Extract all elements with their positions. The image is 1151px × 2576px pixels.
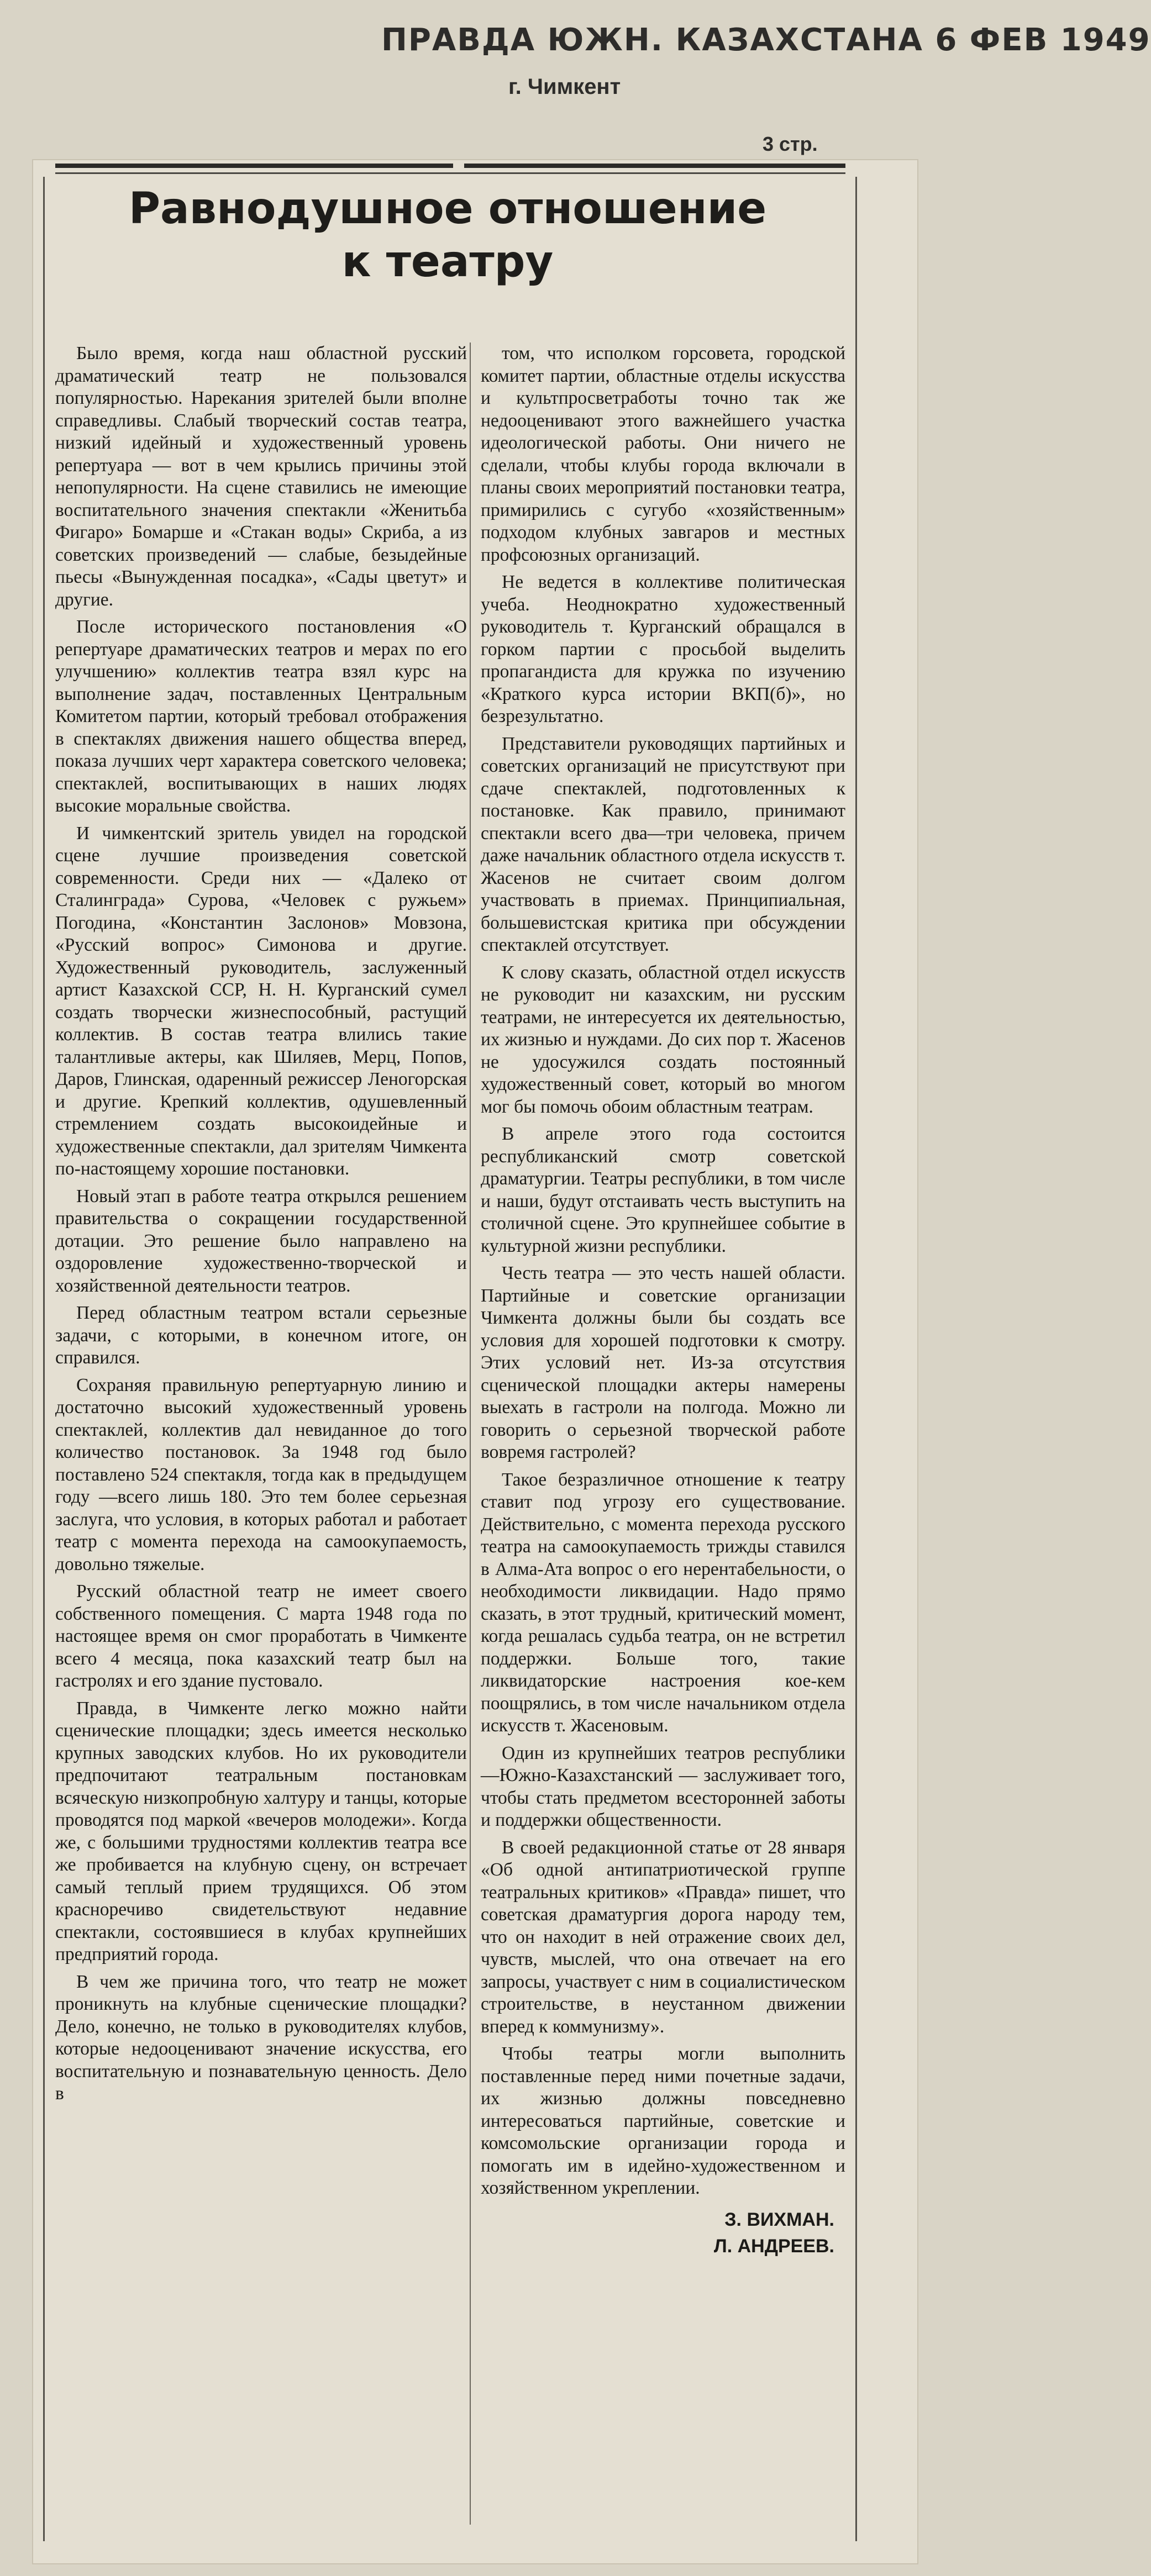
author-name: З. ВИХМАН. (724, 2209, 834, 2230)
paragraph: После исторического постановления «О репертуаре драматических театров и мерах по его улучшению» коллектив театра взял курс на выполнение задач, поставленных Центральным Комитетом партии, который требовал отображения в спектаклях движения нашего общества вперед, показа лучших черт характера советского человека; спектаклей, воспитывающих в наших людях высокие моральные свойства. (55, 617, 467, 816)
paragraph: Чтобы театры могли выполнить поставленные перед ними почетные задачи, их жизнью должны повседневно интересоваться партийные, советские и комсомольские организации города и помогать им в идейно-художественном и хозяйственном укреплении. (481, 2043, 845, 2198)
paragraph: Правда, в Чимкенте легко можно найти сценические площадки; здесь имеется несколько крупных заводских клубов. Но их руководители предпочитают театральным постановкам всяческую низкопробную халтуру и танцы, которые проводятся под маркой «вечеров молодежи». Когда же, с большими трудностями коллектив театра все же пробивается на клубную сцену, он встречает самый теплый прием трудящихся. Об этом красноречиво свидетельствуют недавние спектакли, состоявшиеся в клубах крупнейших предприятий города. (55, 1698, 467, 1964)
article-column-right (481, 343, 845, 2259)
paragraph: В чем же причина того, что театр не может проникнуть на клубные сценические площадки? Дело, конечно, не только в руководителях клубов, которые недооценивают значение искусства, его воспитательную и познавательную ценность. Дело в (55, 1971, 467, 2104)
author-signatures (481, 2206, 845, 2259)
paragraph: Перед областным театром встали серьезные задачи, с которыми, в конечном итоге, он справился. (55, 1303, 467, 1368)
paragraph: К слову сказать, областной отдел искусств не руководит ни казахским, ни русским театрами, не интересуется их деятельностью, их жизнью и нуждами. До сих пор т. Жасенов не удосужился создать постоянный художественный совет, который во многом мог бы помочь обоим областным театрам. (481, 962, 845, 1117)
right-border-line (855, 177, 857, 2541)
top-rule-right (464, 164, 845, 168)
paragraph: Сохраняя правильную репертуарную линию и достаточно высокий художественный уровень спектаклей, коллектив дал невиданное до того количество постановок. За 1948 год было поставлено 524 спектакля, тогда как в предыдущем году —всего лишь 180. Это тем более серьезная заслуга, что условия, в которых работал и работает театр с момента перехода на самоокупаемость, довольно тяжелые. (55, 1374, 467, 1574)
paragraph: том, что исполком горсовета, городской комитет партии, областные отделы искусства и культпросветработы точно так же недооценивают этого важнейшего участка идеологической работы. Они ничего не сделали, чтобы клубы города включали в планы своих мероприятий постановки театра, примирились с сугубо «хозяйственным» подходом клубных завгаров и местных профсоюзных организаций. (481, 343, 845, 565)
author-name: Л. АНДРЕЕВ. (713, 2235, 834, 2257)
paragraph: Было время, когда наш областной русский драматический театр не пользовался популярностью. Нарекания зрителей были вполне справедливы. Слабый творческий состав театра, низкий идейный и художественный уровень репертуара — вот в чем крылись причины этой непопулярности. На сцене ставились не имеющие воспитательного значения спектакли «Женитьба Фигаро» Бомарше и «Стакан воды» Скриба, а из советских произведений — слабые, безыдейные пьесы «Вынужденная посадка», «Сады цветут» и другие. (55, 343, 467, 610)
left-border-line (43, 177, 45, 2541)
paragraph: Честь театра — это честь нашей области. Партийные и советские организации Чимкента должны были бы создать все условия для хорошей подготовки к смотру. Этих условий нет. Из-за отсутствия сценической площадки актеры намерены выехать в гастроли на полгода. Можно ли говорить о серьезной творческой работе вовремя гастролей? (481, 1263, 845, 1462)
paragraph: Новый этап в работе театра открылся решением правительства о сокращении государственной дотации. Это решение было направлено на оздоровление художественно-творческой и хозяйственной деятельности театров. (55, 1186, 467, 1296)
top-rule-thin (55, 172, 845, 174)
column-divider (470, 343, 471, 2525)
masthead-stamp: ПРАВДА ЮЖН. КАЗАХСТАНА 6 ФЕВ 1949 (381, 22, 1151, 58)
top-rule-left (55, 164, 453, 168)
page-number: 3 стр. (763, 133, 818, 155)
newspaper-clipping (33, 160, 917, 2563)
paragraph: В своей редакционной статье от 28 января «Об одной антипатриотической группе театральных критиков» «Правда» пишет, что советская драматургия дорога народу тем, что он находит в ней отражение своих дел, чувств, мыслей, что она отвечает на его запросы, участвует с ним в социалистическом строительстве, в неустанном движении вперед к коммунизму». (481, 1837, 845, 2037)
article-title-line-2: к театру (341, 237, 554, 287)
paragraph: В апреле этого года состоится республиканский смотр советской драматургии. Театры республики, в том числе и наши, будут отстаивать честь выступить на столичной сцене. Это крупнейшее событие в культурной жизни республики. (481, 1124, 845, 1256)
article-title-line-1: Равнодушное отношение (128, 184, 767, 234)
article-title (66, 182, 829, 288)
city-label: г. Чимкент (508, 75, 621, 99)
paragraph: Русский областной театр не имеет своего собственного помещения. С марта 1948 года по настоящее время он смог проработать в Чимкенте всего 4 месяца, пока казахский театр был на гастролях и его здание пустовало. (55, 1581, 467, 1691)
paragraph: Такое безразличное отношение к театру ставит под угрозу его существование. Действительно, с момента перехода русского театра на самоокупаемость трижды ставился в Алма-Ата вопрос о его нерентабельности, о необходимости ликвидации. Надо прямо сказать, в этот трудный, критический момент, когда решалась судьба театра, он не встретил поддержки. Больше того, такие ликвидаторские настроения кое-кем поощрялись, в том числе начальником отдела искусств т. Жасеновым. (481, 1469, 845, 1736)
paragraph: Представители руководящих партийных и советских организаций не присутствуют при сдаче спектаклей, подготовленных к постановке. Как правило, принимают спектакли всего два—три человека, причем даже начальник областного отдела искусств т. Жасенов не считает своим долгом участвовать в приемах. Принципиальная, большевистская критика при обсуждении спектаклей отсутствует. (481, 733, 845, 955)
paragraph: И чимкентский зритель увидел на городской сцене лучшие произведения советской современности. Среди них — «Далеко от Сталинграда» Сурова, «Человек с ружьем» Погодина, «Константин Заслонов» Мовзона, «Русский вопрос» Симонова и другие. Художественный руководитель, заслуженный артист Казахской ССР, Н. Н. Курганский сумел создать творчески жизнеспособный, растущий коллектив. В состав театра влились такие талантливые актеры, как Шиляев, Мерц, Попов, Даров, Глинская, одаренный режиссер Леногорская и другие. Крепкий коллектив, одушевленный стремлением создать высокоидейные и художественные спектакли, дал зрителям Чимкента по-настоящему хорошие постановки. (55, 823, 467, 1179)
paragraph: Один из крупнейших театров республики—Южно-Казахстанский — заслуживает того, чтобы стать предметом всесторонней заботы и поддержки общественности. (481, 1742, 845, 1830)
article-column-left (55, 343, 467, 2110)
paragraph: Не ведется в коллективе политическая учеба. Неоднократно художественный руководитель т. Курганский обращался в горком партии с просьбой выделить пропагандиста для кружка по изучению «Краткого курса истории ВКП(б)», но безрезультатно. (481, 572, 845, 726)
